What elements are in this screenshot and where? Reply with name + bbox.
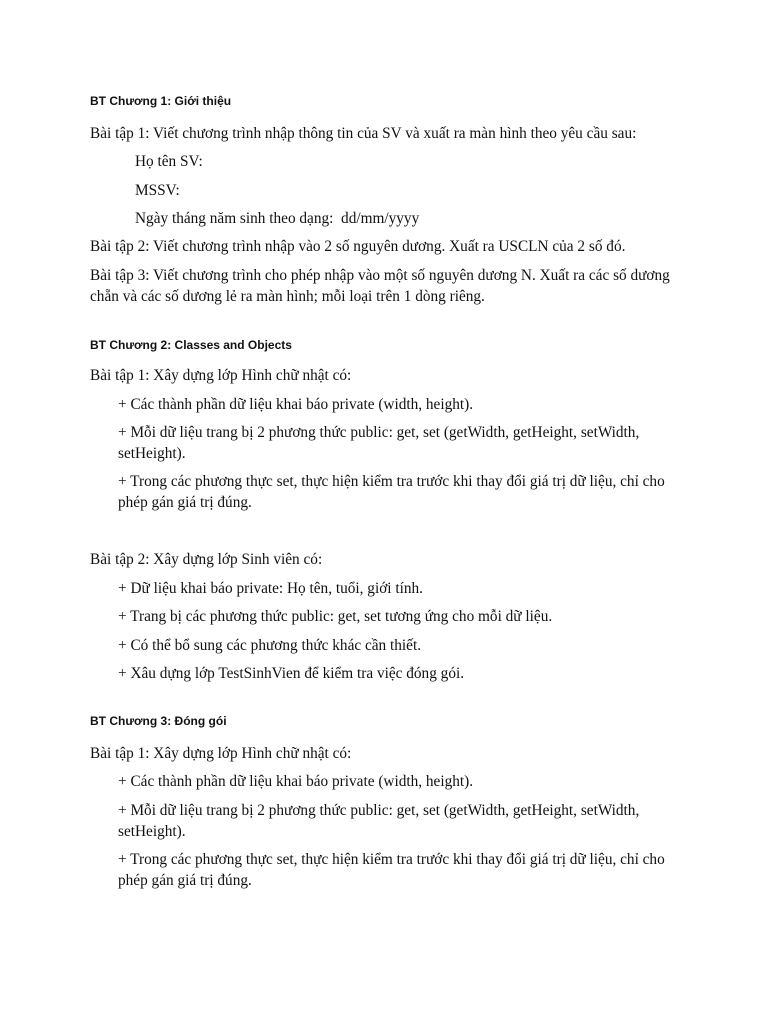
chapter3-exercise1-item: + Trong các phương thực set, thực hiện kiểm tra trước khi thay đổi giá trị dữ liệu, chỉ cho phép gán giá trị đúng.	[118, 851, 665, 889]
chapter2-exercise1-item: + Mỗi dữ liệu trang bị 2 phương thức public: get, set (getWidth, getHeight, setWidth, setHeight).	[118, 424, 640, 462]
chapter2-exercise2-item: + Xâu dựng lớp TestSinhVien để kiểm tra việc đóng gói.	[118, 665, 465, 682]
chapter2-exercise2: Bài tập 2: Xây dựng lớp Sinh viên có:	[90, 551, 323, 568]
chapter1-exercise1-item: Họ tên SV:	[135, 153, 203, 170]
chapter3-heading: BT Chương 3: Đóng gói	[90, 714, 227, 728]
chapter2-exercise1: Bài tập 1: Xây dựng lớp Hình chữ nhật có:	[90, 367, 352, 384]
chapter2-exercise2-item: + Trang bị các phương thức public: get, set tương ứng cho mỗi dữ liệu.	[118, 608, 553, 625]
chapter1-heading: BT Chương 1: Giới thiệu	[90, 94, 232, 108]
chapter2-exercise2-item: + Dữ liệu khai báo private: Họ tên, tuổi, giới tính.	[118, 580, 423, 597]
chapter1-exercise2: Bài tập 2: Viết chương trình nhập vào 2 số nguyên dương. Xuất ra USCLN của 2 số đó.	[90, 238, 626, 255]
chapter1-exercise1: Bài tập 1: Viết chương trình nhập thông tin của SV và xuất ra màn hình theo yêu cầu sau:	[90, 125, 637, 142]
chapter1-exercise1-item: MSSV:	[135, 182, 180, 199]
chapter1-exercise3: Bài tập 3: Viết chương trình cho phép nhập vào một số nguyên dương N. Xuất ra các số dương chẵn và các số dương lẻ ra màn hình; mỗi loại trên 1 dòng riêng.	[90, 267, 670, 305]
chapter2-heading: BT Chương 2: Classes and Objects	[90, 338, 292, 352]
chapter2-exercise2-item: + Có thể bổ sung các phương thức khác cần thiết.	[118, 637, 422, 654]
chapter2-exercise1-item: + Các thành phần dữ liệu khai báo private (width, height).	[118, 396, 474, 413]
chapter2-exercise1-item: + Trong các phương thực set, thực hiện kiểm tra trước khi thay đổi giá trị dữ liệu, chỉ cho phép gán giá trị đúng.	[118, 473, 665, 511]
chapter3-exercise1-item: + Mỗi dữ liệu trang bị 2 phương thức public: get, set (getWidth, getHeight, setWidth, setHeight).	[118, 802, 640, 840]
chapter1-exercise1-item: Ngày tháng năm sinh theo dạng: dd/mm/yyyy	[135, 210, 420, 227]
chapter3-exercise1: Bài tập 1: Xây dựng lớp Hình chữ nhật có:	[90, 745, 352, 762]
chapter3-exercise1-item: + Các thành phần dữ liệu khai báo private (width, height).	[118, 773, 474, 790]
